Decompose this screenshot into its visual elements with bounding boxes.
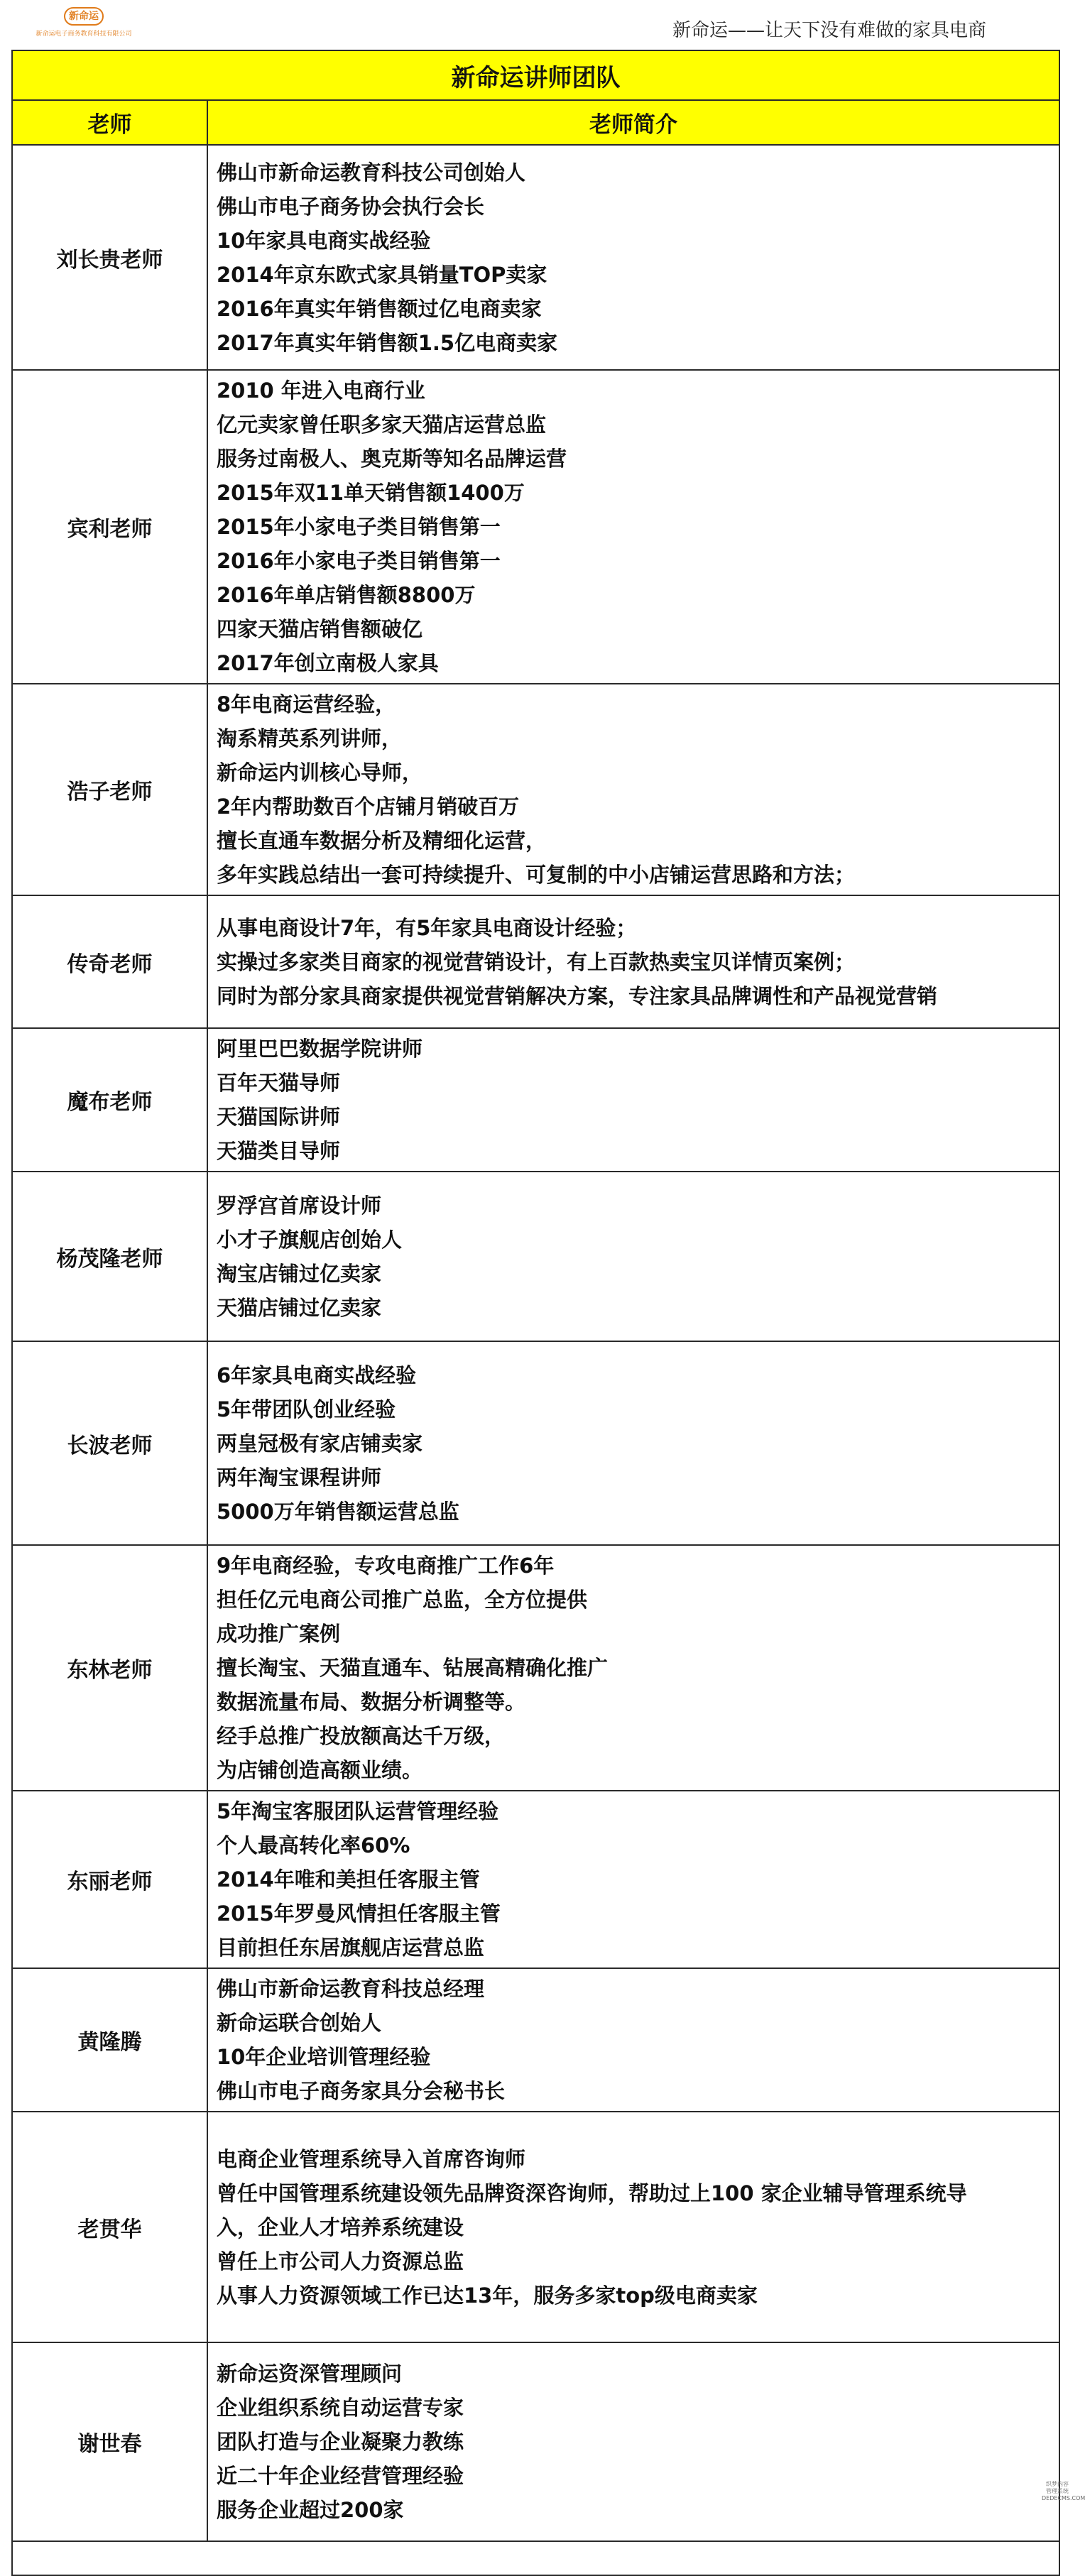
intro-line: 2017年真实年销售额1.5亿电商卖家 (217, 330, 558, 355)
intro-line: 为店铺创造高额业绩。 (217, 1758, 423, 1782)
teacher-intro (207, 370, 1059, 684)
intro-line: 新命运资深管理顾问 (217, 2362, 403, 2386)
teacher-name: 谢世春 (12, 2342, 207, 2541)
intro-line: 电商企业管理系统导入首席咨询师 (217, 2146, 526, 2171)
intro-line: 目前担任东居旗舰店运营总监 (217, 1936, 485, 1960)
intro-line: 服务过南极人、奥克斯等知名品牌运营 (217, 447, 567, 471)
teacher-name: 传奇老师 (12, 895, 207, 1028)
intro-line: 百年天猫导师 (217, 1071, 341, 1095)
intro-line: 天猫类目导师 (217, 1139, 341, 1163)
intro-line: 淘宝店铺过亿卖家 (217, 1261, 382, 1286)
teacher-intro (207, 2342, 1059, 2541)
table-header-row (12, 100, 1059, 145)
intro-line: 5年带团队创业经验 (217, 1397, 396, 1421)
intro-line: 担任亿元电商公司推广总监，全方位提供 (217, 1588, 588, 1612)
intro-line: 9年电商经验，专攻电商推广工作6年 (217, 1554, 555, 1578)
teacher-name: 黄隆腾 (12, 1968, 207, 2112)
intro-line: 2014年京东欧式家具销量TOP卖家 (217, 262, 547, 287)
intro-line: 亿元卖家曾任职多家天猫店运营总监 (217, 413, 547, 437)
intro-line: 两年淘宝课程讲师 (217, 1465, 382, 1490)
table-row (12, 370, 1059, 684)
intro-line: 2016年小家电子类目销售第一 (217, 549, 501, 573)
teacher-name: 东丽老师 (12, 1791, 207, 1968)
intro-line: 同时为部分家具商家提供视觉营销解决方案，专注家具品牌调性和产品视觉营销 (217, 983, 938, 1008)
intro-line: 入，企业人才培养系统建设 (217, 2215, 464, 2239)
slogan: 新命运——让天下没有难做的家具电商 (672, 20, 986, 41)
intro-line: 6年家具电商实战经验 (217, 1363, 417, 1387)
table-row (12, 895, 1059, 1028)
intro-line: 多年实践总结出一套可持续提升、可复制的中小店铺运营思路和方法； (217, 863, 856, 887)
table-row (12, 1968, 1059, 2112)
intro-line: 2017年创立南极人家具 (217, 651, 439, 675)
intro-line: 经手总推广投放额高达千万级， (217, 1724, 506, 1748)
table-row (12, 1791, 1059, 1968)
teacher-intro (207, 1545, 1059, 1791)
intro-line: 2015年罗曼风情担任客服主管 (217, 1901, 501, 1926)
logo-subtitle: 新命运电子商务教育科技有限公司 (36, 31, 132, 38)
watermark: 织梦内容管理系统 DEDECMS.COM (1042, 2481, 1085, 2501)
intro-line: 2年内帮助数百个店铺月销破百万 (217, 795, 520, 819)
intro-line: 阿里巴巴数据学院讲师 (217, 1037, 423, 1061)
company-logo (27, 7, 141, 41)
teacher-name: 长波老师 (12, 1341, 207, 1545)
intro-line: 服务企业超过200家 (217, 2498, 404, 2522)
intro-line: 佛山市新命运教育科技总经理 (217, 1977, 485, 2001)
intro-line: 10年家具电商实战经验 (217, 228, 431, 253)
teacher-intro (207, 1028, 1059, 1172)
logo-mark: 新命运 (64, 7, 104, 26)
intro-line: 成功推广案例 (217, 1622, 341, 1646)
intro-line: 擅长直通车数据分析及精细化运营， (217, 829, 547, 853)
table-row (12, 1545, 1059, 1791)
intro-line: 企业组织系统自动运营专家 (217, 2396, 464, 2420)
intro-line: 淘系精英系列讲师， (217, 726, 403, 751)
intro-line: 个人最高转化率60% (217, 1833, 410, 1857)
table-title-row (12, 50, 1059, 100)
intro-line: 数据流量布局、数据分析调整等。 (217, 1690, 526, 1714)
table-row (12, 2112, 1059, 2342)
intro-line: 8年电商运营经验， (217, 692, 396, 716)
teacher-intro (207, 1791, 1059, 1968)
intro-line: 佛山市电子商务家具分会秘书长 (217, 2079, 506, 2103)
intro-line: 罗浮宫首席设计师 (217, 1193, 382, 1218)
teacher-table-wrap (11, 50, 1059, 2576)
table-row (12, 1172, 1059, 1341)
intro-line: 团队打造与企业凝聚力教练 (217, 2430, 464, 2454)
intro-line: 2015年双11单天销售额1400万 (217, 481, 525, 505)
intro-line: 从事人力资源领域工作已达13年，服务多家top级电商卖家 (217, 2283, 758, 2308)
teacher-name: 老贯华 (12, 2112, 207, 2342)
table-title: 新命运讲师团队 (12, 50, 1059, 100)
intro-line: 实操过多家类目商家的视觉营销设计，有上百款热卖宝贝详情页案例； (217, 949, 856, 974)
intro-line: 小才子旗舰店创始人 (217, 1227, 403, 1252)
teacher-intro (207, 895, 1059, 1028)
teacher-table (11, 50, 1060, 2576)
intro-line: 10年企业培训管理经验 (217, 2045, 431, 2069)
intro-line: 2016年真实年销售额过亿电商卖家 (217, 296, 542, 321)
table-row (12, 2342, 1059, 2541)
intro-line: 2014年唯和美担任客服主管 (217, 1867, 480, 1892)
teacher-name: 刘长贵老师 (12, 145, 207, 370)
teacher-name: 东林老师 (12, 1545, 207, 1791)
table-row (12, 1028, 1059, 1172)
intro-line: 2015年小家电子类目销售第一 (217, 515, 501, 539)
intro-line: 佛山市新命运教育科技公司创始人 (217, 160, 526, 185)
empty-row (12, 2541, 1059, 2575)
intro-line: 新命运内训核心导师， (217, 760, 423, 785)
teacher-name: 杨茂隆老师 (12, 1172, 207, 1341)
column-header-intro: 老师简介 (207, 100, 1059, 145)
intro-line: 2016年单店销售额8800万 (217, 583, 476, 607)
table-row (12, 145, 1059, 370)
intro-line: 5年淘宝客服团队运营管理经验 (217, 1799, 499, 1823)
intro-line: 2010 年进入电商行业 (217, 378, 425, 403)
intro-line: 四家天猫店销售额破亿 (217, 617, 423, 641)
table-row (12, 684, 1059, 895)
table-tail-row (12, 2541, 1059, 2575)
intro-line: 两皇冠极有家店铺卖家 (217, 1431, 423, 1456)
page-header (0, 0, 1070, 50)
teacher-intro (207, 1968, 1059, 2112)
intro-line: 曾任上市公司人力资源总监 (217, 2249, 464, 2274)
intro-line: 5000万年销售额运营总监 (217, 1499, 459, 1524)
teacher-intro (207, 1341, 1059, 1545)
teacher-name: 宾利老师 (12, 370, 207, 684)
intro-line: 曾任中国管理系统建设领先品牌资深咨询师，帮助过上100 家企业辅导管理系统导 (217, 2181, 967, 2205)
teacher-intro (207, 2112, 1059, 2342)
teacher-intro (207, 1172, 1059, 1341)
intro-line: 佛山市电子商务协会执行会长 (217, 194, 485, 219)
intro-line: 从事电商设计7年，有5年家具电商设计经验； (217, 915, 637, 940)
teacher-intro (207, 145, 1059, 370)
column-header-teacher: 老师 (12, 100, 207, 145)
teacher-name: 魔布老师 (12, 1028, 207, 1172)
intro-line: 近二十年企业经营管理经验 (217, 2464, 464, 2488)
intro-line: 天猫店铺过亿卖家 (217, 1295, 382, 1320)
teacher-intro (207, 684, 1059, 895)
intro-line: 天猫国际讲师 (217, 1105, 341, 1129)
intro-line: 擅长淘宝、天猫直通车、钻展高精确化推广 (217, 1656, 609, 1680)
teacher-name: 浩子老师 (12, 684, 207, 895)
table-row (12, 1341, 1059, 1545)
intro-line: 新命运联合创始人 (217, 2011, 382, 2035)
